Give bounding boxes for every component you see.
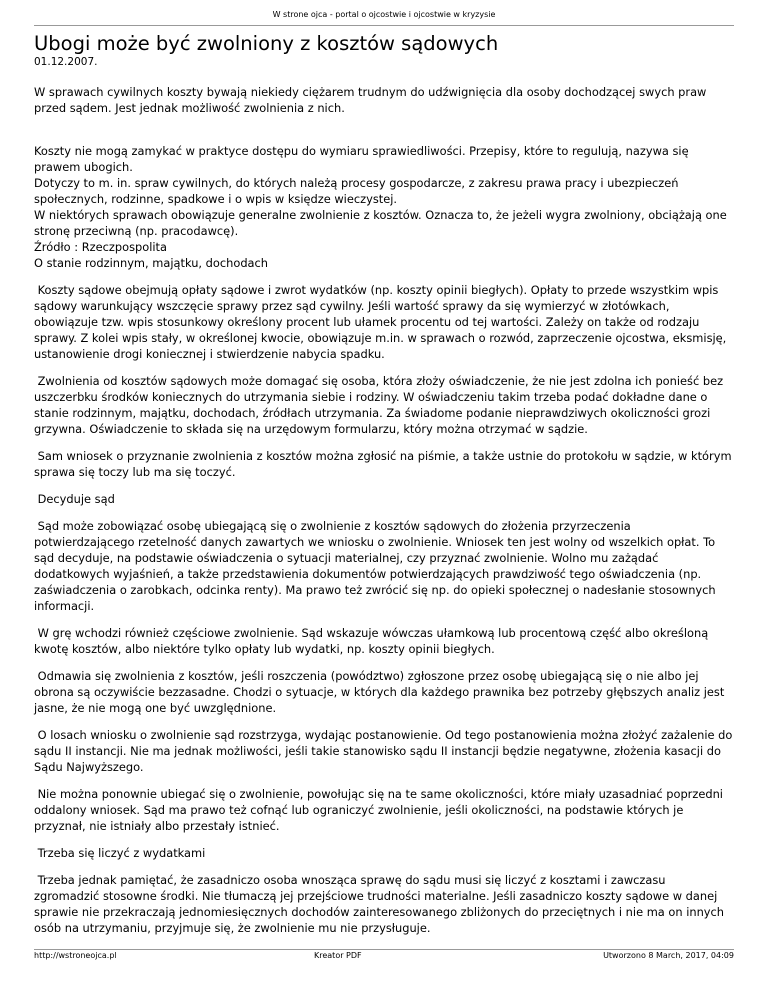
article-paragraph: Trzeba jednak pamiętać, że zasadniczo osoba wnosząca sprawę do sądu musi się liczyć z kosztami i zawczasu zgromadzić stosowne środki. Nie tłumaczą jej przejściowe trudności materialne. Jeśli zasadniczo koszty sądowe w danej sprawie nie przekraczają jednomiesięcznych dochodów zainteresowanego zbliżonych do przeciętnych i nie ma on innych osób na utrzymaniu, przyjmuje się, że zwolnienie mu nie przysługuje. (34, 873, 728, 935)
article-lead: W sprawach cywilnych koszty bywają niekiedy ciężarem trudnym do udźwignięcia dla osoby dochodzącej swych praw przed sądem. Jest jednak możliwość zwolnienia z nich. (34, 85, 707, 115)
article-paragraph: Sąd może zobowiązać osobę ubiegającą się o zwolnienie z kosztów sądowych do złożenia przyrzeczenia potwierdzającego rzetelność danych zawartych we wniosku o zwolnienie. Wniosek ten jest wolny od wszelkich opłat. To sąd decyduje, na podstawie oświadczenia o sytuacji materialnej, czy przyznać zwolnienie. Wolno mu zażądać dodatkowych wyjaśnień, a także przedstawienia dokumentów potwierdzających prawdziwość tego oświadczenia (np. zaświadczenia o zarobkach, odcinka renty). Ma prawo też zwrócić się np. do opieki społecznej o nadesłanie stosownych informacji. (34, 519, 720, 613)
footer-created-date: Utworzono 8 March, 2017, 04:09 (603, 951, 734, 960)
section-heading: Decyduje sąd (34, 492, 115, 506)
article-paragraph: Nie można ponownie ubiegać się o zwolnienie, powołując się na te same okoliczności, które miały uzasadniać poprzedni oddalony wniosek. Sąd ma prawo też cofnąć lub ograniczyć zwolnienie, jeśli okoliczności, na podstawie których je przyznał, nie istniały albo przestały istnieć. (34, 787, 727, 833)
article-paragraph: Zwolnienia od kosztów sądowych może domagać się osoba, która złoży oświadczenie, że nie jest zdolna ich ponieść bez uszczerbku środków koniecznych do utrzymania siebie i rodziny. W oświadczeniu takim trzeba podać dokładne dane o stanie rodzinnym, majątku, dochodach, źródłach utrzymania. Za świadome podanie nieprawdziwych okoliczności grozi grzywna. Oświadczenie to składa się na urzędowym formularzu, który można otrzymać w sądzie. (34, 374, 727, 436)
footer-divider (34, 949, 734, 950)
section-heading: Trzeba się liczyć z wydatkami (34, 846, 206, 860)
article-body (34, 84, 734, 936)
header-divider (34, 25, 734, 26)
article-paragraph: W grę wchodzi również częściowe zwolnienie. Sąd wskazuje wówczas ułamkową lub procentową część albo określoną kwotę kosztów, albo niektóre tylko opłaty lub wydatki, np. koszty opinii biegłych. (34, 626, 712, 656)
page-header: W strone ojca - portal o ojcostwie i ojcostwie w kryzysie (272, 10, 496, 19)
article-title: Ubogi może być zwolniony z kosztów sądowych (34, 32, 499, 55)
article-paragraph: Koszty nie mogą zamykać w praktyce dostępu do wymiaru sprawiedliwości. Przepisy, które to regulują, nazywa się prawem ubogich. Dotyczy to m. in. spraw cywilnych, do których należą procesy gospodarcze, z zakresu prawa pracy i ubezpieczeń społecznych, rodzinne, spadkowe i o wpis w księdze wieczystej. W niektórych sprawach obowiązuje generalne zwolnienie z kosztów. Oznacza to, że jeżeli wygra zwolniony, obciążają one stronę przeciwną (np. pracodawcę). Źródło : Rzeczpospolita O stanie rodzinnym, majątku, dochodach (34, 144, 727, 270)
article-date: 01.12.2007. (34, 56, 98, 68)
article-paragraph: Sam wniosek o przyznanie zwolnienia z kosztów można zgłosić na piśmie, a także ustnie do protokołu w sądzie, w którym sprawa się toczy lub ma się toczyć. (34, 449, 736, 479)
article-paragraph: O losach wniosku o zwolnienie sąd rozstrzyga, wydając postanowienie. Od tego postanowienia można złożyć zażalenie do sądu II instancji. Nie ma jednak możliwości, jeśli takie stanowisko sądu II instancji będzie negatywne, złożenia kasacji do Sądu Najwyższego. (34, 728, 736, 774)
footer-creator: Kreator PDF (314, 951, 362, 960)
article-paragraph: Odmawia się zwolnienia z kosztów, jeśli roszczenia (powództwo) zgłoszone przez osobę ubiegającą się o nie albo jej obrona są oczywiście bezzasadne. Chodzi o sytuacje, w których dla każdego prawnika bez potrzeby głębszych analiz jest jasne, że nie mogą one być uwzględnione. (34, 669, 728, 715)
footer-url[interactable]: http://wstroneojca.pl (34, 951, 117, 960)
article-paragraph: Koszty sądowe obejmują opłaty sądowe i zwrot wydatków (np. koszty opinii biegłych). Opłaty to przede wszystkim wpis sądowy warunkujący wszczęcie sprawy przez sąd cywilny. Jeśli wartość sprawy da się wymierzyć w złotówkach, obowiązuje tzw. wpis stosunkowy określony procent lub ułamek procentu od tej wartości. Zależy on także od rodzaju sprawy. Z kolei wpis stały, w określonej kwocie, obowiązuje m.in. w sprawach o rozwód, zaprzeczenie ojcostwa, eksmisję, ustanowienie drogi koniecznej i stwierdzenie nabycia spadku. (34, 283, 730, 361)
